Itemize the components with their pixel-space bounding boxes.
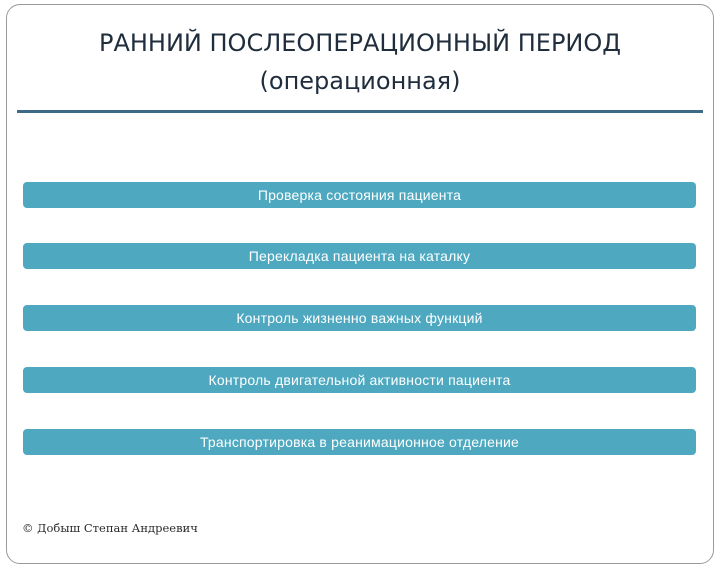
title-line-2: (операционная)	[259, 67, 461, 95]
step-bar-2: Перекладка пациента на каталку	[23, 243, 696, 269]
step-bar-4: Контроль двигательной активности пациента	[23, 367, 696, 393]
step-bar-5: Транспортировка в реанимационное отделение	[23, 429, 696, 455]
step-bar-1: Проверка состояния пациента	[23, 182, 696, 208]
title-divider	[17, 110, 703, 113]
step-bar-3: Контроль жизненно важных функций	[23, 305, 696, 331]
title-line-1: РАННИЙ ПОСЛЕОПЕРАЦИОННЫЙ ПЕРИОД	[98, 29, 622, 57]
page-title	[40, 24, 680, 100]
copyright-footer: © Добыш Степан Андреевич	[22, 521, 198, 535]
